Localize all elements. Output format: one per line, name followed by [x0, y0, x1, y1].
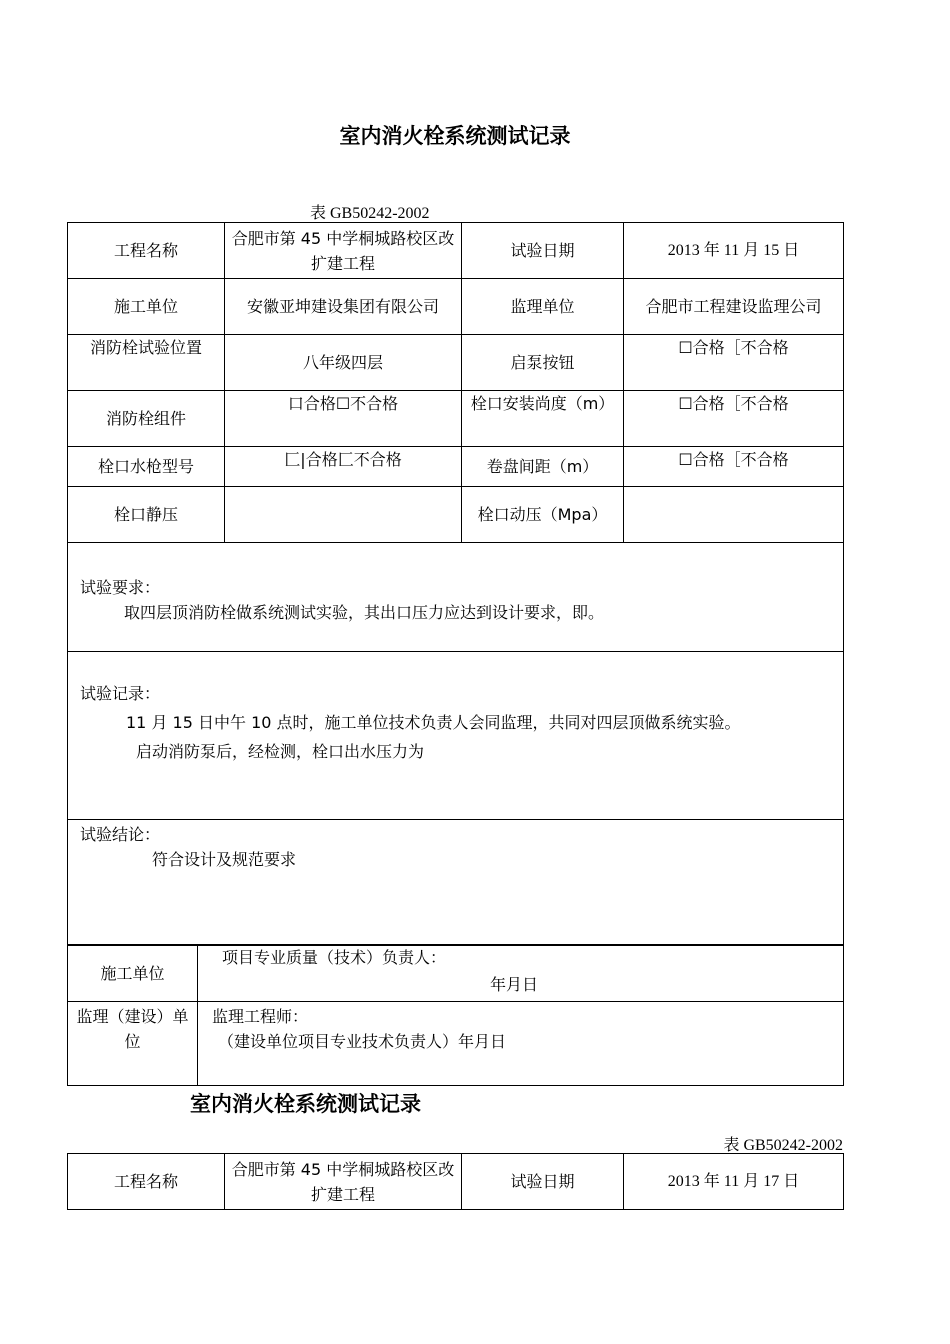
conclusion-text: 符合设计及规范要求: [152, 850, 297, 869]
test-location-value: 八年级四层: [225, 335, 462, 391]
sign-supervisor-label: 监理（建设）单位: [68, 1002, 198, 1086]
static-pressure-label: 栓口静压: [68, 487, 225, 543]
requirements-section: [68, 543, 844, 652]
conclusion-label: 试验结论：: [80, 825, 161, 844]
install-height-label: 栓口安装尚度（m）: [462, 391, 624, 447]
sign-contractor-date: 年月日: [490, 975, 539, 994]
requirements-label: 试验要求：: [80, 578, 161, 597]
dynamic-pressure-label: 栓口动压（Mpa）: [462, 487, 624, 543]
pump-button-result: ☐合格［不合格: [624, 335, 844, 391]
requirements-text: 取四层顶消防栓做系统测试实验，其出口压力应达到设计要求，即。: [124, 603, 605, 622]
supervisor-value: 合肥市工程建设监理公司: [624, 279, 844, 335]
sign-supervisor-line1: 监理工程师：: [212, 1007, 309, 1026]
assembly-result: 口合格☐不合格: [225, 391, 462, 447]
contractor-value: 安徽亚坤建设集团有限公司: [225, 279, 462, 335]
sign-supervisor-line2: （建设单位项目专业技术负责人）年月日: [218, 1032, 507, 1051]
install-height-result: ☐合格［不合格: [624, 391, 844, 447]
test-date-value-2: 2013 年 11 月 17 日: [624, 1154, 844, 1210]
nozzle-model-label: 栓口水枪型号: [68, 447, 225, 487]
test-date-label-2: 试验日期: [462, 1154, 624, 1210]
static-pressure-value: [225, 487, 462, 543]
sign-contractor-line1: 项目专业质量（技术）负责人：: [222, 948, 447, 967]
form-code: 表 GB50242-2002: [310, 205, 430, 222]
project-name-label-2: 工程名称: [68, 1154, 225, 1210]
sign-supervisor-block: [198, 1002, 844, 1086]
reel-spacing-label: 卷盘间距（m）: [462, 447, 624, 487]
pump-button-label: 启泵按钮: [462, 335, 624, 391]
conclusion-section: [68, 820, 844, 946]
test-date-label: 试验日期: [462, 223, 624, 279]
record-text-2: 启动消防泵后，经检测，栓口出水压力为: [136, 742, 425, 761]
reel-spacing-result: ☐合格［不合格: [624, 447, 844, 487]
record-text-1: 11 月 15 日中午 10 点时，施工单位技术负责人会同监理，共同对四层顶做系统实验。: [126, 713, 741, 732]
nozzle-model-result: 匚|合格匚不合格: [225, 447, 462, 487]
dynamic-pressure-value: [624, 487, 844, 543]
project-name-label: 工程名称: [68, 223, 225, 279]
record-section: [68, 652, 844, 820]
test-location-label: 消防栓试验位置: [68, 335, 225, 391]
page-title: 室内消火栓系统测试记录: [339, 124, 571, 148]
sign-contractor-block: [198, 945, 844, 1002]
test-record-table: [67, 222, 844, 946]
form-code-2: 表 GB50242-2002: [723, 1137, 843, 1154]
contractor-label: 施工单位: [68, 279, 225, 335]
record-label: 试验记录：: [80, 684, 161, 703]
page-title-2: 室内消火栓系统测试记录: [190, 1092, 421, 1116]
project-name-value-2: 合肥市第 45 中学桐城路校区改扩建工程: [225, 1154, 462, 1210]
test-record-table-2: [67, 1153, 844, 1210]
test-date-value: 2013 年 11 月 15 日: [624, 223, 844, 279]
sign-contractor-label: 施工单位: [68, 945, 198, 1002]
supervisor-label: 监理单位: [462, 279, 624, 335]
assembly-label: 消防栓组件: [68, 391, 225, 447]
signature-table: [67, 944, 844, 1086]
project-name-value: 合肥市第 45 中学桐城路校区改扩建工程: [225, 223, 462, 279]
